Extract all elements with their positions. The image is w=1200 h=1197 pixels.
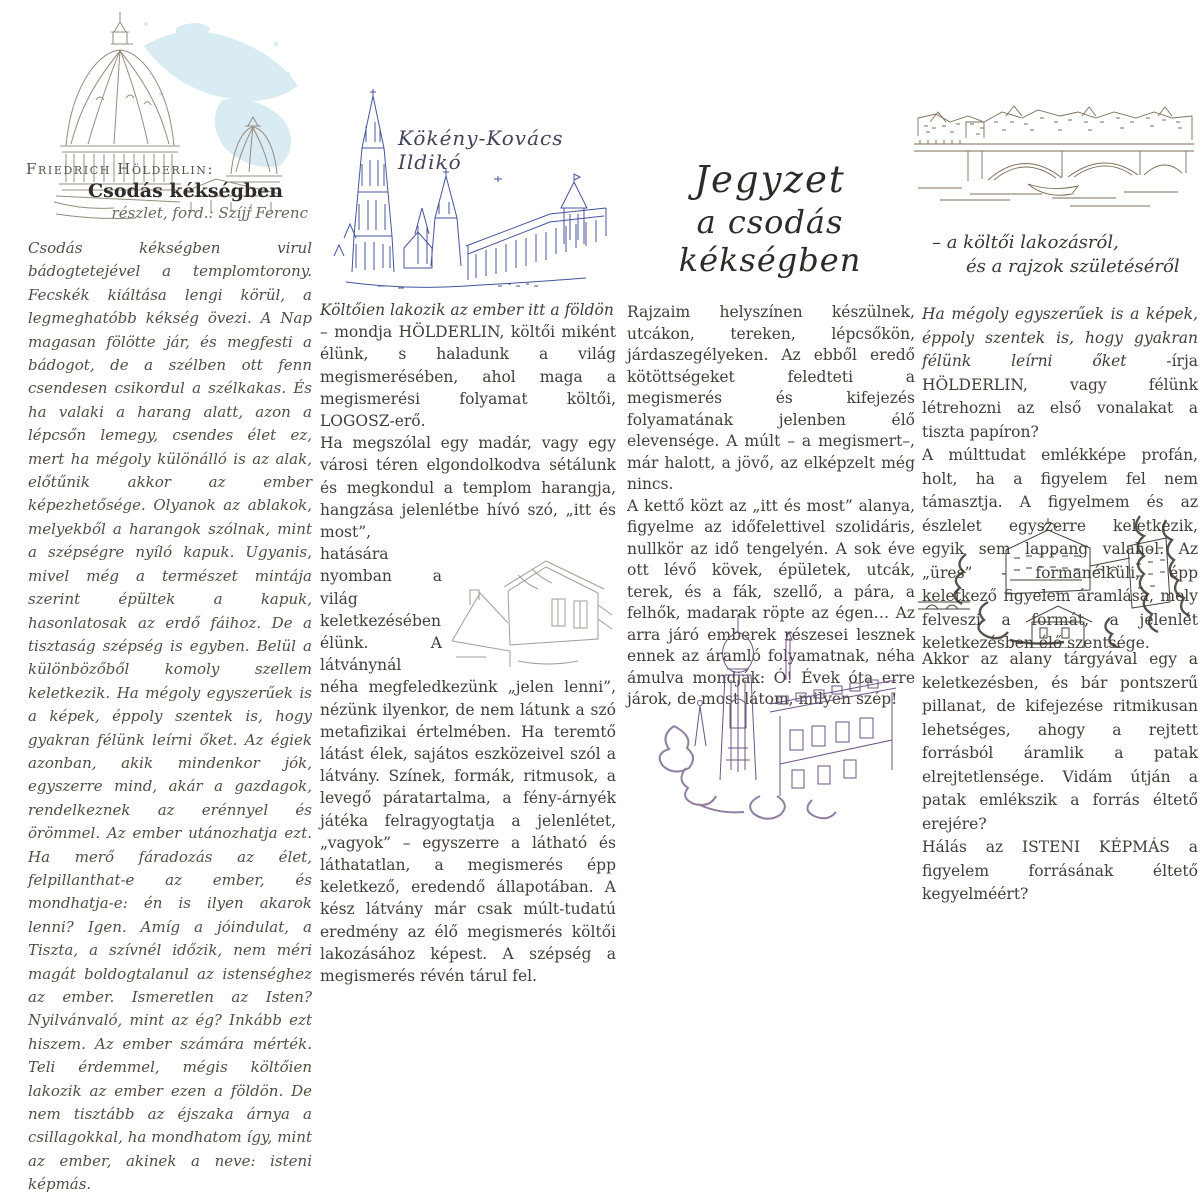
artist-signature: Kökény-Kovács Ildikó [398,126,564,174]
rooftops-sketch-icon [448,545,616,673]
col4-paragraph-1: -írja HÖLDERLIN, vagy félünk létrehozni az első vonalakat a tiszta papíron? [922,352,1198,441]
poem-credit: részlet, ford.: Szíjj Ferenc [111,204,308,222]
article-subtitle [922,232,1198,277]
col2-paragraph-2a: Ha megszólal egy madár, vagy egy városi téren elgondolkodva sétálunk és megkondul a templom harangja, hangzása jelenlétbe hívó szó, „itt és most”, [320,434,616,542]
col4-paragraph-2: A múlttudat emlékképe profán, holt, ha a figyelem fel nem támasztja. A figyelmem és az észlelet egyszerre keletkezik, egyik sem lappang valahol. Az „üres” - formanélküli, épp keletkező figyelem áramlása, mely felveszi a formát, a jelenlét keletkezésben élő szentsége. [922,446,1198,652]
poem-title: Csodás kékségben [88,180,284,202]
poem-text: Csodás kékségben virul bádogtetejével a templomtorony. Fecskék kiáltása lengi körül, a legmeghatóbb kékség övezi. A Nap magasan fölötte jár, és megfesti a bádogot, de a szélben ott fenn csendesen csikordul a szélkakas. És ha valaki a harang alatt, azon a lépcsőn lemegy, csendes élet ez, mert ha mégoly különálló is az alak, előtűnik akkor az ember képezhetősége. Olyanok az ablakok, melyekből a harangok szólnak, mint a szépségre nyíló kapuk. Ugyanis, mivel még a természet mintája szerint épültek a kapuk, hasonlatosak az erdő fáihoz. De a tisztaság szépség is egyben. Belül a különbözőből komoly szellem keletkezik. Ha mégoly egyszerűek is a képek, éppoly szentek is, hogy gyakran félünk leírni őket. Az égiek azonban, akik mindenkor jók, egyszerre mind, akár a gazdagok, rendelkeznek az erénnyel és örömmel. Az ember utánozhatja ezt. Ha merő fáradozás az élet, felpillanthat-e az ember, és mondhatja-e: én is ilyen akarok lenni? Igen. Amíg a jóindulat, a Tiszta, a szívnél időzik, nem méri magát boldogtalanul az istenséghez az ember. Ismeretlen az Isten? Nyilvánvaló, mint az ég? Inkább ezt hiszem. Az ember számára mérték. Teli érdemmel, mégis költőien lakozik az ember ezen a földön. De nem tisztább az éjszaka árnya a csillagokkal, ha mondhatom így, mint az ember, akinek a neve: isteni képmás. [28,239,312,1194]
hillside-buildings-sketch-icon [914,510,1200,648]
article-title [600,158,940,279]
article-title-line1: Jegyzet [694,158,846,201]
hoelderlin-quote-line: Költőien lakozik az ember itt a földön [320,301,614,319]
bridge-sketch-icon [910,88,1198,214]
col3-paragraph-1: Rajzaim helyszínen készülnek, utcákon, tereken, lépcsőkön, járdaszegélyeken. Az ebből eredő kötöttségeket feledteti a megismerés és kifejezés folyamatának jelenben élő elevensége. A múlt – a megismert–, már halott, a jövő, az elképzelt még nincs. [627,303,915,493]
article-subtitle-line1: – a költői lakozásról, [932,232,1119,253]
article-title-line2: a csodás kékségben [678,203,862,279]
onion-dome-building-sketch-icon [640,608,906,830]
hoelderlin-quote-line2: Ha mégoly egyszerűek is a képek, éppoly szentek is, hogy gyakran félünk leírni őket [922,305,1198,370]
col1-heading-block [26,160,314,222]
article-subtitle-line2: és a rajzok születéséről [966,256,1180,277]
col4-article-bottom [922,648,1198,907]
col2-article [320,299,616,987]
col2-paragraph-2b: hatására nyomban a világ keletkezésében élünk. A látványnál néha megfeledkezünk „jelen lenni”, nézünk ilyenkor, de nem látunk a szó metafizikai értelmében. Ha teremtő látást élek, sajátos eszközeivel szól a látvány. Színek, formák, ritmusok, a levegő páratartalma, a fény-árnyék játéka felragyogtatja a jelenlétet, „vagyok” – egyszerre a látható és láthatatlan, a megismerés épp keletkező, eredendő állapotában. A kész látvány már csak múlt-tudatú eredmény az élő megismerés költői lakozásához képest. A szépség a megismerés révén tárul fel. [320,545,616,986]
col4-paragraph-3: Akkor az alany tárgyával egy a keletkezésben, és bár pontszerű pillanat, de kifejezése ritmikusan lehetséges, ahogy a rejtett forrásból áramlik a patak elrejtetlensége. Vidám útján a patak emlékszik a forrás éltető erejére? [922,650,1198,833]
church-spires-sketch-icon [318,86,616,298]
col3-paragraph-2: A kettő közt az „itt és most” alanya, figyelme az időfelettivel szolidáris, nullkör az idő tengelyén. A sok éve ott lévő kövek, épületek, utcák, terek, és a fák, szellő, a pára, a felhők, madarak röpte az égen… Az arra járó emberek részesei lesznek ennek az áramló folyamatnak, néha ámulva mondják: Ó! Évek óta erre járok, de most látom, milyen szép! [627,496,915,708]
col2-paragraph-1: – mondja HÖLDERLIN, költői miként élünk, s haladunk a világ megismerésében, ahol maga a megismerési folyamat költői, LOGOSZ-erő. [320,323,616,431]
poem-author: Friedrich Hölderlin: [26,160,215,178]
col4-paragraph-4: Hálás az ISTENI KÉPMÁS a figyelem forrásának éltető kegyelméért? [922,838,1198,903]
